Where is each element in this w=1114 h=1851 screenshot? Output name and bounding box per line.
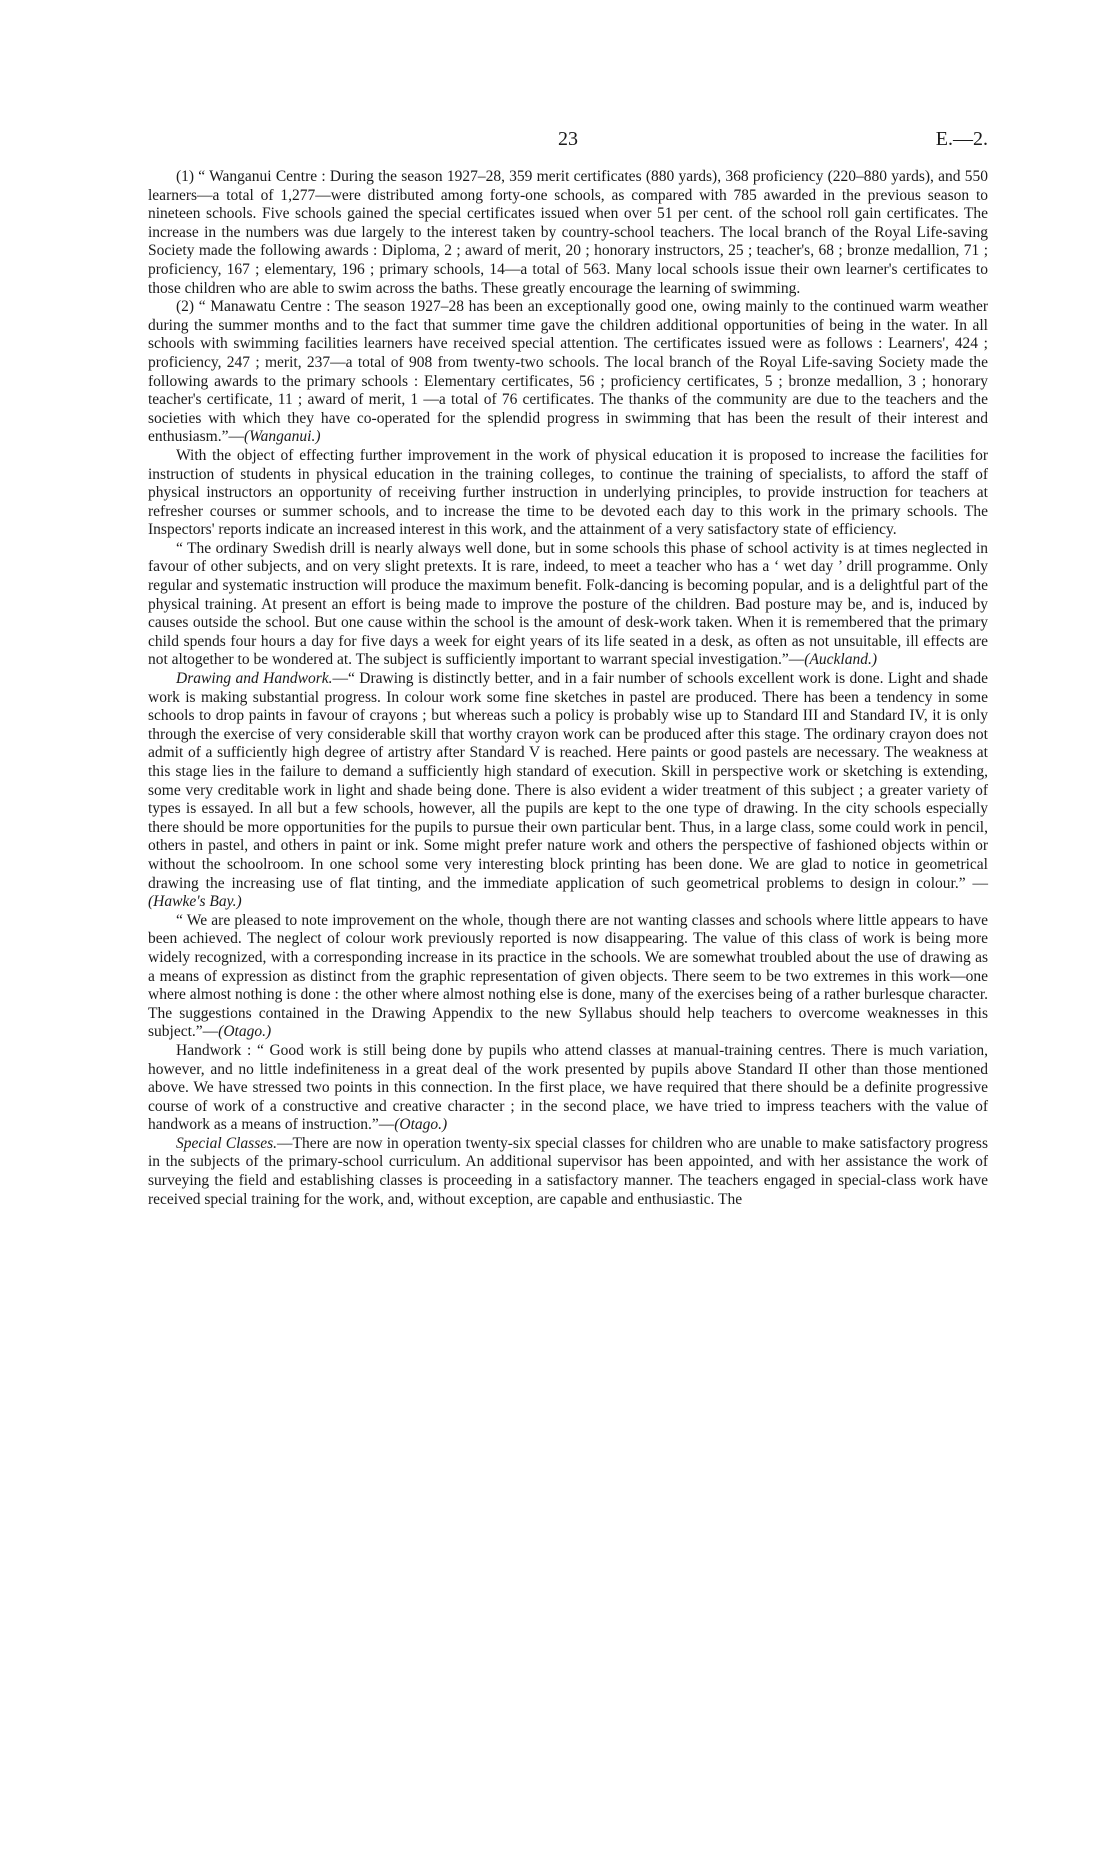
document-reference: E.—2.	[935, 128, 988, 150]
paragraph-physical-education: With the object of effecting further improvement in the work of physical education it is proposed to increase the facilities for instruction of students in physical education in the training colleges, to continue the training of specialists, to afford the staff of physical instructors an opportunity of receiving further instruction in underlying principles, to provide instruction for teachers at refresher courses or summer schools, and to increase the time to be devoted each day to this work in the primary schools. The Inspectors' reports indicate an increased interest in this work, and the attainment of a very satisfactory state of efficiency.	[148, 446, 988, 539]
section-heading: Special Classes.	[176, 1134, 278, 1152]
source-attribution: (Otago.)	[394, 1116, 448, 1134]
source-attribution: (Hawke's Bay.)	[148, 893, 242, 911]
paragraph-manawatu-centre: (2) “ Manawatu Centre : The season 1927–28 has been an exceptionally good one, owing mainly to the continued warm weather during the summer months and to the fact that summer time gave the children additional opportunities of being in the water. In all schools with swimming facilities learners have received special attention. The certificates issued were as follows : Learners', 424 ; proficiency, 247 ; merit, 237—a total of 908 from twenty-two schools. The local branch of the Royal Life-saving Society made the following awards to the primary schools : Elementary certificates, 56 ; proficiency certificates, 5 ; bronze medallion, 3 ; honorary teacher's certificate, 11 ; award of merit, 1 —a total of 76 certificates. The thanks of the community are due to the teachers and the societies with which they have co-operated for the splendid progress in swimming that has been the result of their interest and enthusiasm.”—(Wanganui.)	[148, 298, 988, 446]
paragraph-handwork: Handwork : “ Good work is still being done by pupils who attend classes at manual-training centres. There is much variation, however, and no little indefiniteness in a great deal of the work presented by pupils above Standard II other than those mentioned above. We have stressed two points in this connection. In the first place, we have required that there should be a definite progressive course of work of a constructive and creative character ; in the second place, we have tried to impress teachers with the value of handwork as a means of instruction.”—(Otago.)	[148, 1041, 988, 1134]
paragraph-special-classes: Special Classes.—There are now in operation twenty-six special classes for children who are unable to make satisfactory progress in the subjects of the primary-school curriculum. An additional supervisor has been appointed, and with her assistance the work of surveying the field and establishing classes is proceeding in a satisfactory manner. The teachers engaged in special-class work have received special training for the work, and, without exception, are capable and enthusiastic. The	[148, 1134, 988, 1208]
paragraph-drawing-handwork: Drawing and Handwork.—“ Drawing is distinctly better, and in a fair number of schools excellent work is done. Light and shade work is making substantial progress. In colour work some fine sketches in pastel are produced. There has been a tendency in some schools to drop paints in favour of crayons ; but whereas such a policy is probably wise up to Standard III and Standard IV, it is only through the exercise of very considerable skill that worthy crayon work can be produced after this stage. The ordinary crayon does not admit of a sufficiently high degree of artistry after Standard V is reached. Here paints or good pastels are necessary. The weakness at this stage lies in the failure to demand a sufficiently high standard of execution. Skill in perspective work or sketching is extending, some very creditable work in light and shade being done. There is also evident a wider treatment of this subject ; a greater variety of types is essayed. In all but a few schools, however, all the pupils are kept to the one type of drawing. In the city schools especially there should be more opportunities for the pupils to pursue their own particular bent. Thus, in a large class, some could work in pencil, others in pastel, and others in paint or ink. Some might prefer nature work and others the perspective of fashioned objects within or without the schoolroom. In one school some very interesting block printing has been done. We are glad to notice in geometrical drawing the increasing use of flat tinting, and the immediate application of such geometrical problems to design in colour.” —(Hawke's Bay.)	[148, 670, 988, 911]
section-heading: Drawing and Handwork.	[176, 670, 333, 688]
source-attribution: (Wanganui.)	[244, 428, 321, 446]
body-text	[148, 168, 988, 1209]
page-header	[148, 128, 988, 168]
paragraph-swedish-drill: “ The ordinary Swedish drill is nearly always well done, but in some schools this phase of school activity is at times neglected in favour of other subjects, and on very slight pretexts. It is rare, indeed, to meet a teacher who has a ‘ wet day ’ drill programme. Only regular and systematic instruction will produce the maximum benefit. Folk-dancing is becoming popular, and is a delightful part of the physical training. At present an effort is being made to improve the posture of the children. Bad posture may be, and is, induced by causes outside the school. But one cause within the school is the amount of desk-work taken. When it is remembered that the primary child spends four hours a day for five days a week for eight years of its life seated in a desk, as often as not unsuitable, ill effects are not altogether to be wondered at. The subject is sufficiently important to warrant special investigation.”—(Auckland.)	[148, 539, 988, 669]
page-number: 23	[558, 128, 578, 150]
paragraph-wanganui-centre: (1) “ Wanganui Centre : During the season 1927–28, 359 merit certificates (880 yards), 368 proficiency (220–880 yards), and 550 learners—a total of 1,277—were distributed among forty-one schools, as compared with 785 awarded in the previous season to nineteen schools. Five schools gained the special certificates issued when over 51 per cent. of the school roll gain certificates. The increase in the numbers was due largely to the interest taken by country-school teachers. The local branch of the Royal Life-saving Society made the following awards : Diploma, 2 ; award of merit, 20 ; honorary instructors, 25 ; teacher's, 68 ; bronze medallion, 71 ; proficiency, 167 ; elementary, 196 ; primary schools, 14—a total of 563. Many local schools issue their own learner's certificates to those children who are able to swim across the baths. These greatly encourage the learning of swimming.	[148, 168, 988, 297]
paragraph-colour-work: “ We are pleased to note improvement on the whole, though there are not wanting classes and schools where little appears to have been achieved. The neglect of colour work previously reported is now disappearing. The value of this class of work is being more widely recognized, with a corresponding increase in its practice in the schools. We are somewhat troubled about the use of drawing as a means of expression as distinct from the graphic representation of given objects. There seem to be two extremes in this work—one where almost nothing is done : the other where almost nothing else is done, many of the exercises being of a rather burlesque character. The suggestions contained in the Drawing Appendix to the new Syllabus should help teachers to overcome weaknesses in this subject.”—(Otago.)	[148, 911, 988, 1041]
source-attribution: (Auckland.)	[804, 651, 878, 669]
document-page	[148, 128, 988, 1209]
source-attribution: (Otago.)	[218, 1023, 272, 1041]
